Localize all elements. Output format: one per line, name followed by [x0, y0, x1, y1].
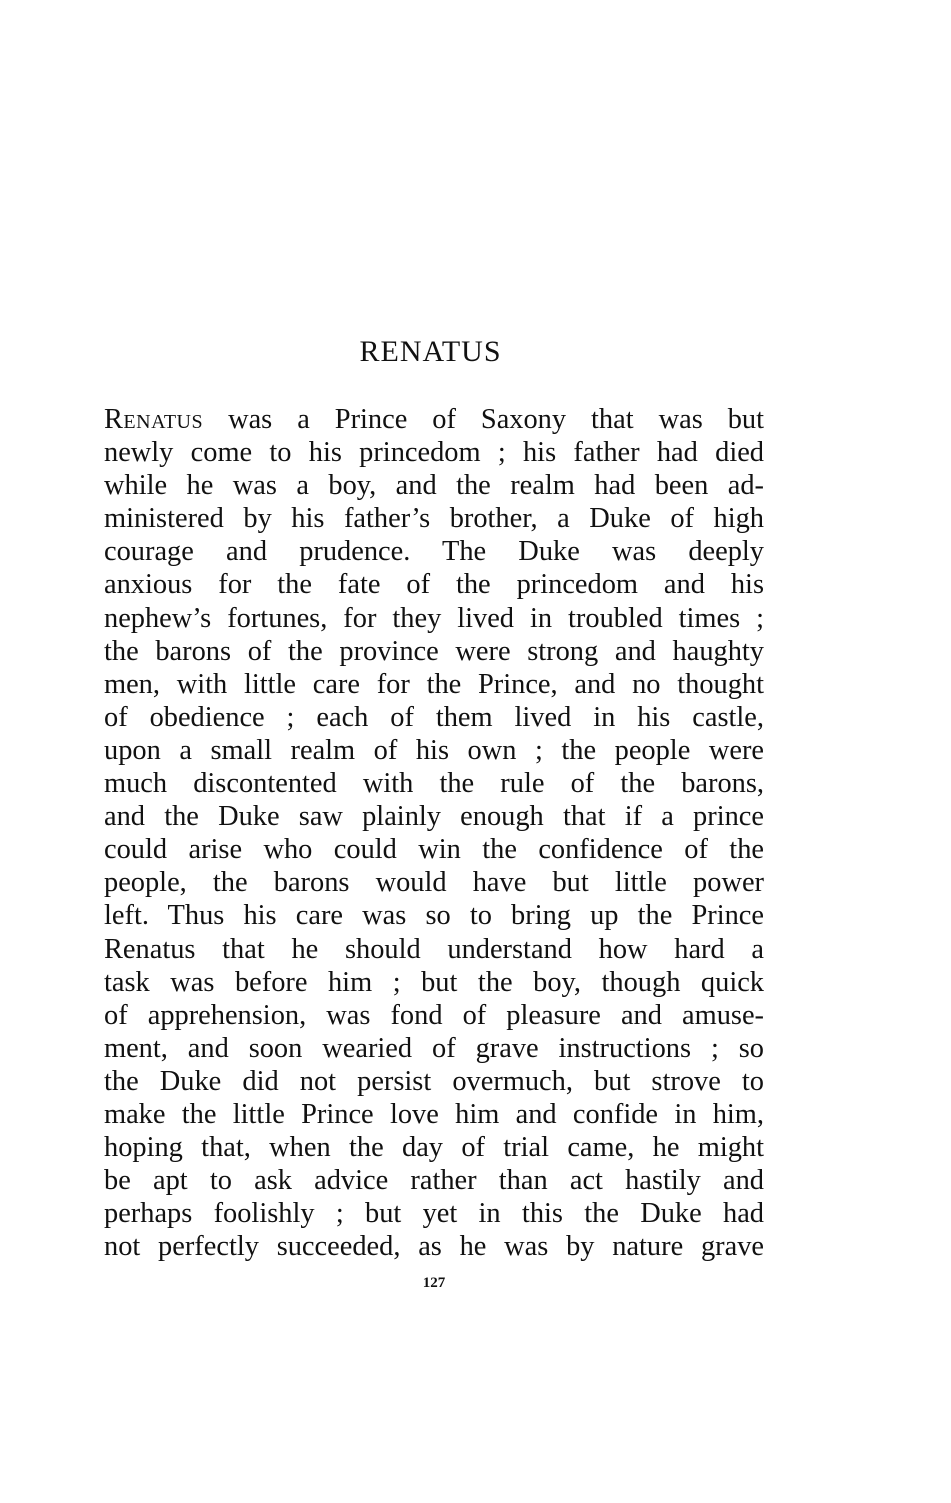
text-line-2: newly come to his princedom ; his father had died	[104, 437, 764, 469]
text-line-10: of obedience ; each of them lived in his castle,	[104, 701, 764, 733]
text-line-21: the Duke did not persist overmuch, but strove to	[104, 1065, 764, 1097]
text-line-1: Renatus was a Prince of Saxony that was but	[104, 404, 764, 435]
text-line-5: courage and prudence. The Duke was deeply	[104, 536, 764, 568]
text-line-20: ment, and soon wearied of grave instructions ; so	[104, 1032, 764, 1064]
page-number: 127	[422, 1275, 446, 1291]
chapter-title	[0, 334, 861, 370]
text-line-18: task was before him ; but the boy, though quick	[104, 966, 764, 998]
text-line-7: nephew’s fortunes, for they lived in troubled times ;	[104, 602, 764, 634]
text-line-26: not perfectly succeeded, as he was by nature grave	[104, 1231, 764, 1263]
text-line-4: ministered by his father’s brother, a Duke of high	[104, 503, 764, 535]
text-line-14: could arise who could win the confidence of the	[104, 834, 764, 866]
text-line-19: of apprehension, was fond of pleasure and amuse-	[104, 999, 764, 1031]
body-paragraph	[104, 403, 764, 1263]
text-line-15: people, the barons would have but little power	[104, 867, 764, 899]
text-line-8: the barons of the province were strong and haughty	[104, 635, 764, 667]
text-line-16: left. Thus his care was so to bring up the Prince	[104, 900, 764, 932]
text-line-25: perhaps foolishly ; but yet in this the Duke had	[104, 1198, 764, 1230]
chapter-title-text: RENATUS	[359, 335, 502, 368]
text-line-12: much discontented with the rule of the barons,	[104, 768, 764, 800]
text-line-6: anxious for the fate of the princedom and his	[104, 569, 764, 601]
text-line-11: upon a small realm of his own ; the people were	[104, 734, 764, 766]
text-line-17: Renatus that he should understand how hard a	[104, 933, 764, 965]
text-line-3: while he was a boy, and the realm had been ad-	[104, 470, 764, 502]
text-line-23: hoping that, when the day of trial came, he might	[104, 1132, 764, 1164]
opening-word: Renatus	[104, 404, 204, 435]
text-line-13: and the Duke saw plainly enough that if a prince	[104, 801, 764, 833]
text-line-9: men, with little care for the Prince, and no thought	[104, 668, 764, 700]
text-line-24: be apt to ask advice rather than act hastily and	[104, 1165, 764, 1197]
text-line-22: make the little Prince love him and confide in him,	[104, 1098, 764, 1130]
